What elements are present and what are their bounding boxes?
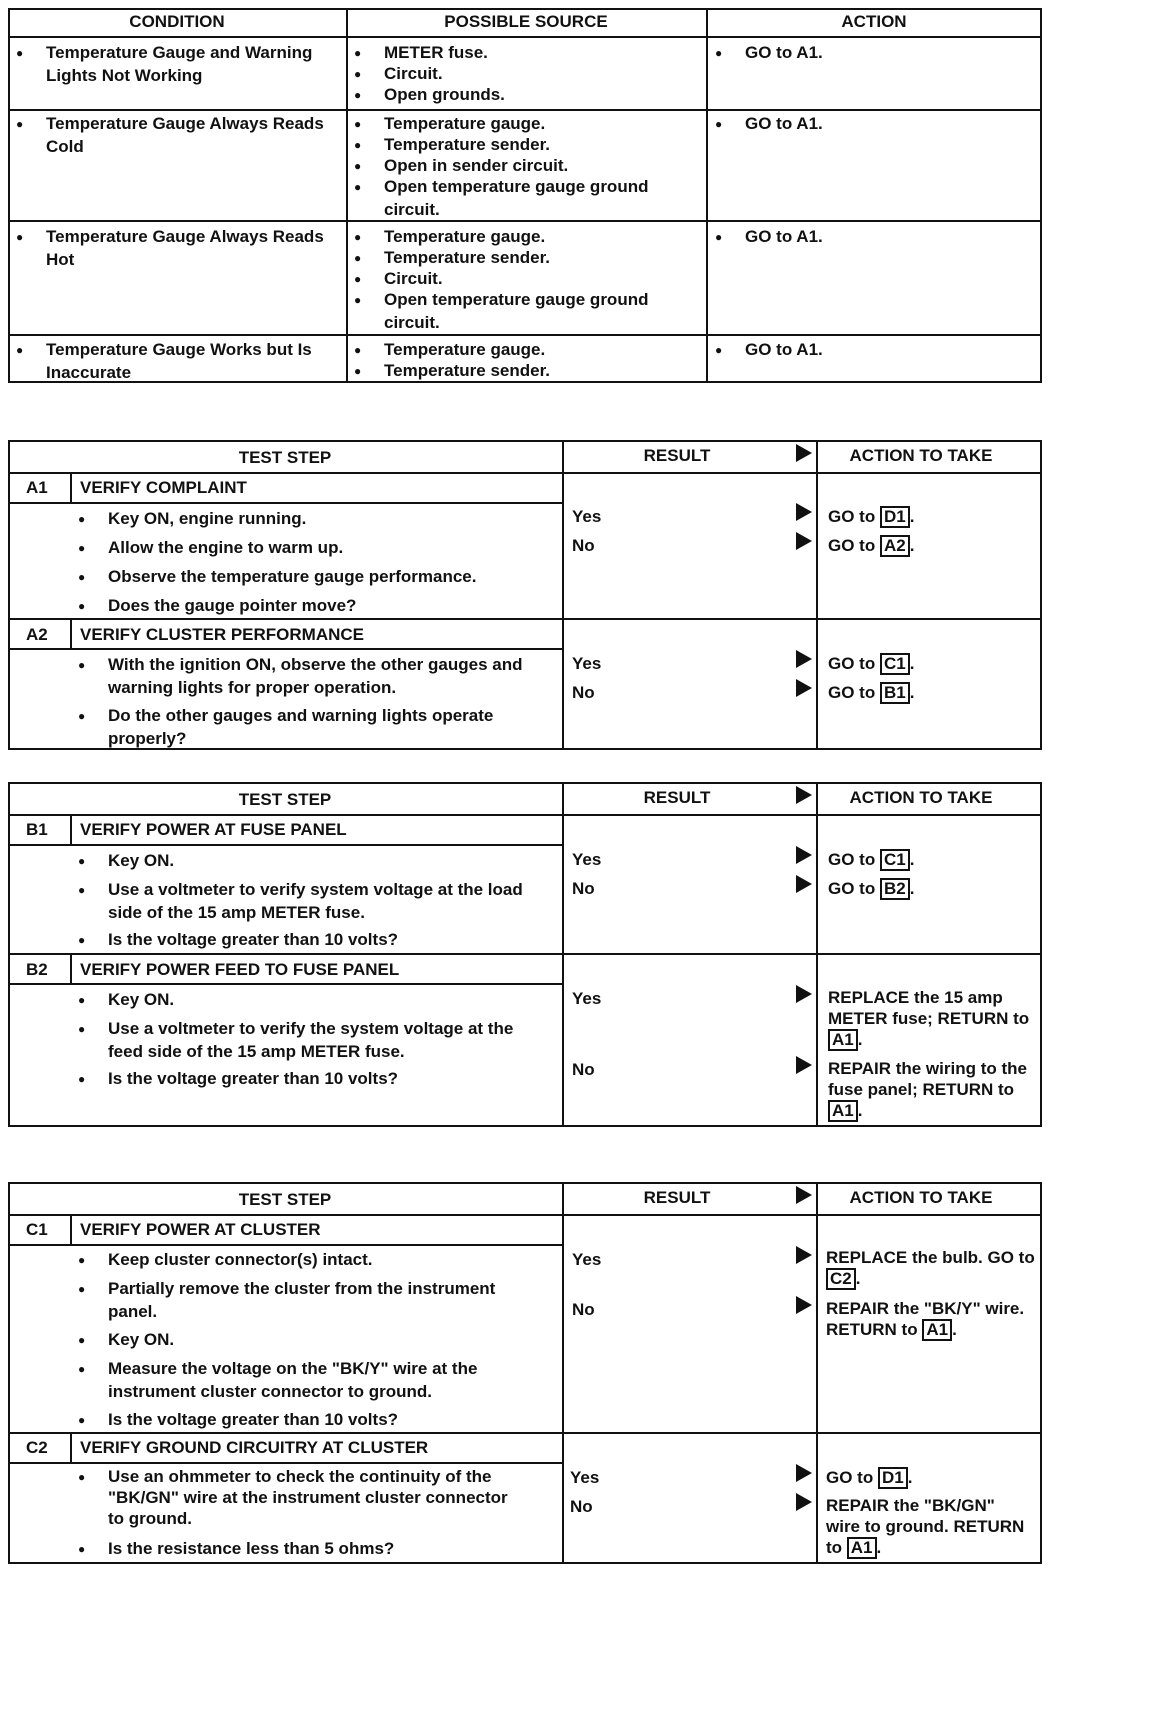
source-item: ● Temperature gauge. [384, 225, 545, 248]
step-id: A1 [26, 478, 48, 497]
action-yes: GO to C1 . [828, 654, 915, 673]
result-no: No [572, 879, 595, 898]
source-item: ● Open temperature gauge ground circuit. [384, 175, 648, 221]
header-result: RESULT [643, 446, 711, 465]
result-no: No [572, 1060, 595, 1079]
step-reference[interactable]: D1 [878, 1467, 908, 1489]
result-yes: Yes [570, 1468, 600, 1487]
result-yes: Yes [572, 507, 602, 526]
step-reference[interactable]: B1 [880, 682, 910, 704]
action-yes: REPLACE the 15 amp METER fuse; RETURN to A1 . [828, 988, 1030, 1049]
action-item: ● GO to A1. [745, 41, 823, 64]
action-item: ● GO to A1. [745, 112, 823, 135]
step-instruction: ● Does the gauge pointer move? [108, 594, 356, 617]
header-action-to-take: ACTION TO TAKE [849, 788, 993, 807]
header-test-step: TEST STEP [238, 1190, 332, 1209]
step-reference[interactable]: A2 [880, 535, 910, 557]
result-no: No [572, 536, 595, 555]
arrow-icon [796, 650, 812, 668]
action-no: GO to B1 . [828, 683, 915, 702]
header-action-to-take: ACTION TO TAKE [849, 1188, 993, 1207]
source-item: ● Open in sender circuit. [384, 154, 568, 177]
step-instruction: ● Use an ohmmeter to check the continuity of the "BK/GN" wire at the instrument cluster connector to ground. [108, 1466, 508, 1529]
header-action-to-take: ACTION TO TAKE [849, 446, 993, 465]
arrow-icon [796, 444, 812, 462]
step-title: VERIFY POWER AT FUSE PANEL [80, 820, 347, 839]
step-instruction: ● Do the other gauges and warning lights operate properly? [108, 704, 493, 750]
source-item: ● Temperature sender. [384, 359, 550, 382]
arrow-icon [796, 786, 812, 804]
action-no: GO to B2 . [828, 879, 915, 898]
result-yes: Yes [572, 654, 602, 673]
step-title: VERIFY COMPLAINT [80, 478, 247, 497]
step-instruction: ● Partially remove the cluster from the instrument panel. [108, 1277, 495, 1323]
step-instruction: ● Keep cluster connector(s) intact. [108, 1248, 373, 1271]
step-id: A2 [26, 625, 48, 644]
step-title: VERIFY CLUSTER PERFORMANCE [80, 625, 364, 644]
source-item: ● Temperature sender. [384, 246, 550, 269]
arrow-icon [796, 1246, 812, 1264]
header-test-step: TEST STEP [238, 790, 332, 809]
source-item: ● Circuit. [384, 62, 443, 85]
arrow-icon [796, 875, 812, 893]
step-instruction: ● Is the voltage greater than 10 volts? [108, 1067, 398, 1090]
step-instruction: ● Use a voltmeter to verify system voltage at the load side of the 15 amp METER fuse. [108, 878, 523, 924]
step-instruction: ● Is the voltage greater than 10 volts? [108, 1408, 398, 1431]
condition-text: ● Temperature Gauge Works but Is Inaccurate [46, 338, 312, 384]
arrow-icon [796, 985, 812, 1003]
source-item: ● Open grounds. [384, 83, 505, 106]
source-item: ● Temperature sender. [384, 133, 550, 156]
step-reference[interactable]: A1 [922, 1319, 952, 1341]
step-title: VERIFY POWER FEED TO FUSE PANEL [80, 960, 400, 979]
step-id: C1 [26, 1220, 48, 1239]
condition-text: ● Temperature Gauge and Warning Lights Not Working [46, 41, 312, 87]
step-instruction: ● Allow the engine to warm up. [108, 536, 343, 559]
step-instruction: ● Is the voltage greater than 10 volts? [108, 928, 398, 951]
source-item: ● METER fuse. [384, 41, 488, 64]
step-reference[interactable]: A1 [828, 1029, 858, 1051]
step-title: VERIFY POWER AT CLUSTER [80, 1220, 321, 1239]
header-possible-source: POSSIBLE SOURCE [444, 12, 608, 31]
source-item: ● Open temperature gauge ground circuit. [384, 288, 648, 334]
arrow-icon [796, 1056, 812, 1074]
step-title: VERIFY GROUND CIRCUITRY AT CLUSTER [80, 1438, 429, 1457]
result-no: No [570, 1497, 593, 1516]
arrow-icon [796, 1464, 812, 1482]
result-no: No [572, 683, 595, 702]
step-instruction: ● Is the resistance less than 5 ohms? [108, 1537, 394, 1560]
header-action: ACTION [841, 12, 907, 31]
action-yes: REPLACE the bulb. GO to C2 . [826, 1248, 1035, 1288]
action-no: REPAIR the "BK/GN" wire to ground. RETURN to A1 . [826, 1496, 1025, 1557]
arrow-icon [796, 846, 812, 864]
arrow-icon [796, 679, 812, 697]
step-instruction: ● Observe the temperature gauge performance. [108, 565, 476, 588]
step-instruction: ● Key ON. [108, 849, 174, 872]
header-condition: CONDITION [129, 12, 225, 31]
step-reference[interactable]: C2 [826, 1268, 856, 1290]
header-result: RESULT [643, 788, 711, 807]
step-reference[interactable]: C1 [880, 849, 910, 871]
result-no: No [572, 1300, 595, 1319]
source-item: ● Temperature gauge. [384, 338, 545, 361]
condition-text: ● Temperature Gauge Always Reads Cold [46, 112, 324, 158]
arrow-icon [796, 1493, 812, 1511]
arrow-icon [796, 1296, 812, 1314]
step-id: C2 [26, 1438, 48, 1457]
condition-text: ● Temperature Gauge Always Reads Hot [46, 225, 324, 271]
source-item: ● Circuit. [384, 267, 443, 290]
step-id: B2 [26, 960, 48, 979]
step-reference[interactable]: D1 [880, 506, 910, 528]
step-reference[interactable]: A1 [847, 1537, 877, 1559]
source-item: ● Temperature gauge. [384, 112, 545, 135]
result-yes: Yes [572, 1250, 602, 1269]
step-instruction: ● Key ON, engine running. [108, 507, 306, 530]
step-id: B1 [26, 820, 48, 839]
step-instruction: ● Key ON. [108, 1328, 174, 1351]
step-reference[interactable]: B2 [880, 878, 910, 900]
step-instruction: ● With the ignition ON, observe the other gauges and warning lights for proper operation. [108, 653, 522, 699]
step-reference[interactable]: A1 [828, 1100, 858, 1122]
arrow-icon [796, 1186, 812, 1204]
arrow-icon [796, 532, 812, 550]
action-yes: GO to D1 . [826, 1468, 913, 1487]
result-yes: Yes [572, 850, 602, 869]
action-item: ● GO to A1. [745, 225, 823, 248]
action-yes: GO to D1 . [828, 507, 915, 526]
action-no: REPAIR the wiring to the fuse panel; RETURN to A1 . [828, 1059, 1027, 1120]
step-instruction: ● Key ON. [108, 988, 174, 1011]
step-instruction: ● Measure the voltage on the "BK/Y" wire at the instrument cluster connector to ground. [108, 1357, 477, 1403]
arrow-icon [796, 503, 812, 521]
step-reference[interactable]: C1 [880, 653, 910, 675]
action-item: ● GO to A1. [745, 338, 823, 361]
action-yes: GO to C1 . [828, 850, 915, 869]
step-instruction: ● Use a voltmeter to verify the system voltage at the feed side of the 15 amp METER fuse. [108, 1017, 513, 1063]
action-no: REPAIR the "BK/Y" wire. RETURN to A1 . [826, 1299, 1025, 1339]
action-no: GO to A2 . [828, 536, 915, 555]
header-result: RESULT [643, 1188, 711, 1207]
header-test-step: TEST STEP [238, 448, 332, 467]
result-yes: Yes [572, 989, 602, 1008]
